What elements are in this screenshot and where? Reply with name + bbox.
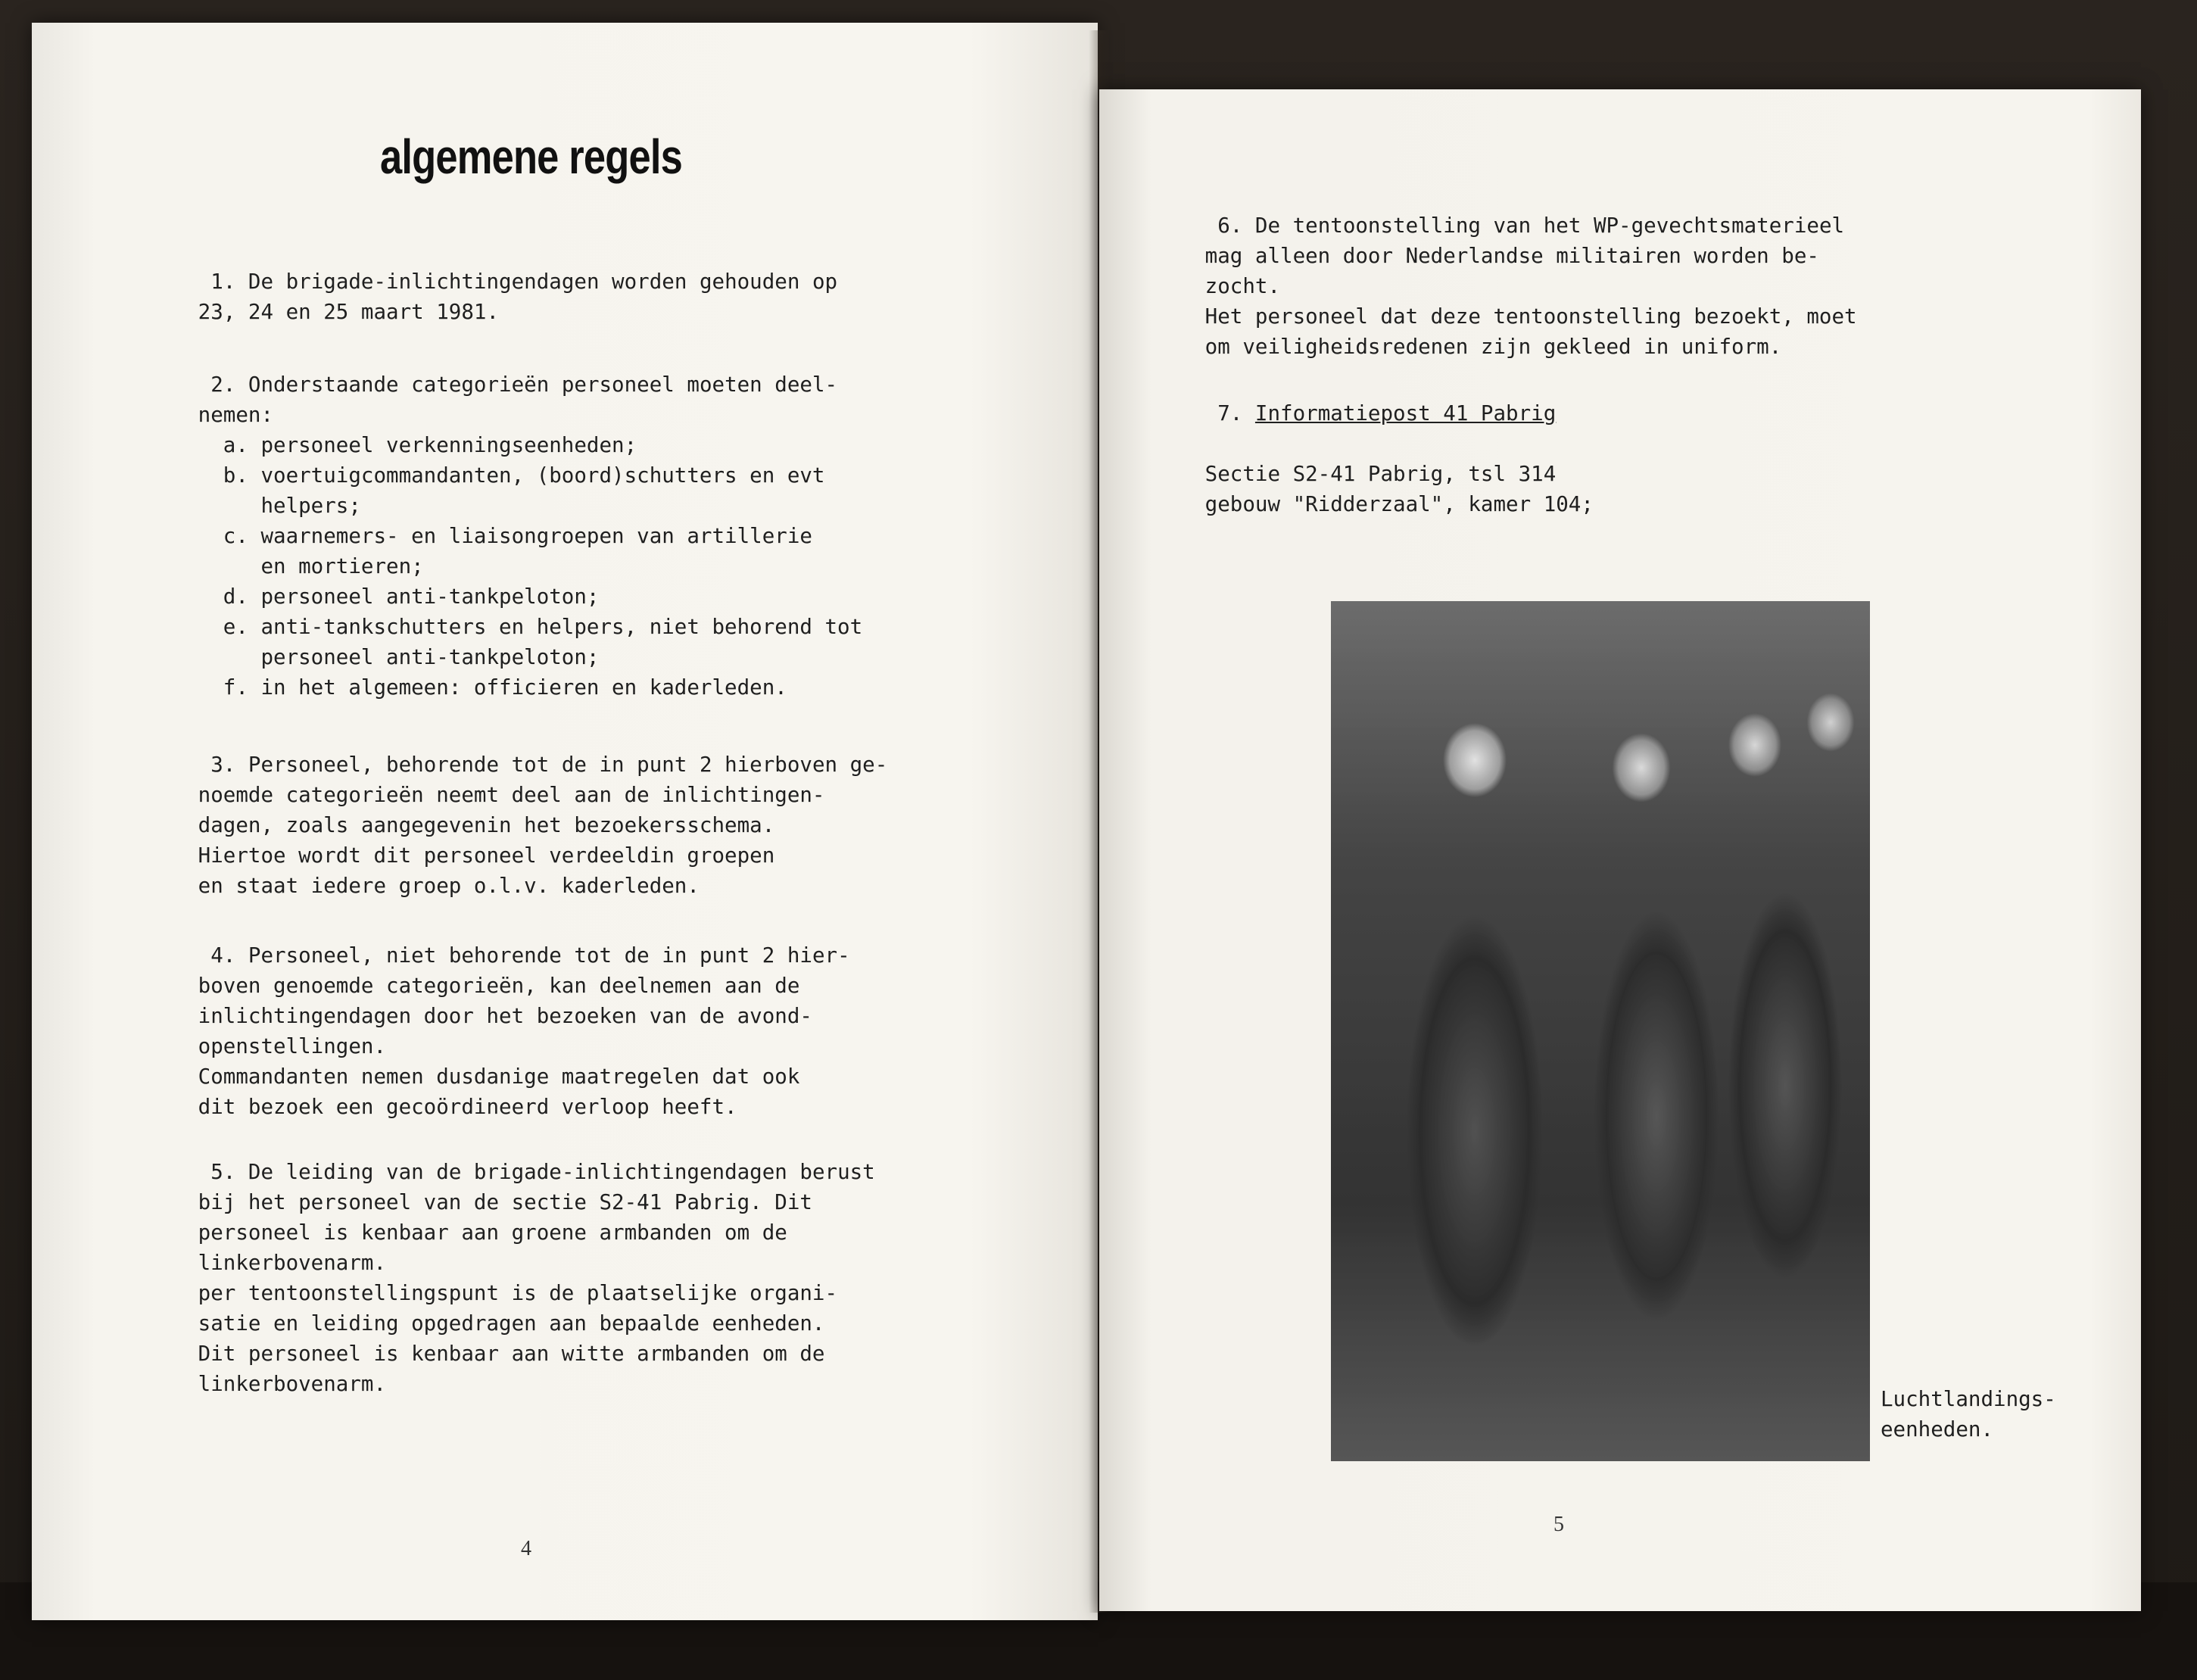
- rule-number: 5.: [210, 1160, 236, 1184]
- rule-item-6: [1167, 180, 1857, 392]
- right-page: [1099, 89, 2141, 1611]
- rule-number: 3.: [210, 753, 236, 777]
- rule-number: 1.: [210, 270, 236, 294]
- photo-caption: Luchtlandings- eenheden.: [1881, 1387, 2056, 1442]
- paratroopers-photo: [1331, 601, 1870, 1461]
- rule-text: Sectie S2-41 Pabrig, tsl 314 gebouw "Ridderzaal", kamer 104;: [1204, 462, 1594, 516]
- rule-number: 6.: [1217, 214, 1243, 238]
- rule-item-4: [160, 910, 850, 1152]
- rule-item-2: [160, 339, 862, 733]
- rule-number: 2.: [210, 372, 236, 397]
- rule-item-7: [1167, 368, 1594, 580]
- rule-text: Personeel, behorende tot de in punt 2 hierboven ge- noemde categorieën neemt deel aan de inlichtingen- dagen, zoals aangegevenin het bezoekersschema. Hiertoe wordt dit personeel verdeeldin groepen en staat iedere groep o.l.v. kaderleden.: [198, 753, 888, 898]
- rule-text: Onderstaande categorieën personeel moeten deel- nemen: a. personeel verkenningseenheden; b. voertuigcommandanten, (boord)schutters en evt helpers; c. waarnemers- en liaisongroepen van artillerie en mortieren; d. personeel anti-tankpeloton; e. anti-tankschutters en helpers, niet behorend tot personeel anti-tankpeloton; f. in het algemeen: officieren en kaderleden.: [198, 372, 863, 700]
- rule-text: Personeel, niet behorende tot de in punt 2 hier- boven genoemde categorieën, kan deelnemen aan de inlichtingendagen door het bezoeken van de avond- openstellingen. Commandanten nemen dusdanige maatregelen dat ook dit bezoek een gecoördineerd verloop heeft.: [198, 943, 850, 1119]
- page-number: 4: [521, 1537, 531, 1560]
- rule-title: Informatiepost 41 Pabrig: [1254, 401, 1557, 425]
- page-heading: algemene regels: [380, 129, 683, 184]
- rule-item-5: [160, 1127, 875, 1429]
- left-page: [32, 23, 1098, 1620]
- rule-item-3: [160, 719, 887, 931]
- rule-text: De leiding van de brigade-inlichtingendagen berust bij het personeel van de sectie S2-41 Pabrig. Dit personeel is kenbaar aan groene armbanden om de linkerbovenarm. per tentoonstellingspunt is de plaatselijke organi- satie en leiding opgedragen aan bepaalde eenheden. Dit personeel is kenbaar aan witte armbanden om de linkerbovenarm.: [198, 1160, 875, 1396]
- page-number: 5: [1553, 1513, 1564, 1536]
- rule-number: 4.: [210, 943, 236, 968]
- rule-text: De tentoonstelling van het WP-gevechtsmaterieel mag alleen door Nederlandse militairen worden be- zocht. Het personeel dat deze tentoonstelling bezoekt, moet om veiligheidsredenen zijn gekleed in uniform.: [1204, 214, 1857, 359]
- rule-text: De brigade-inlichtingendagen worden gehouden op 23, 24 en 25 maart 1981.: [198, 270, 838, 324]
- rule-number: 7.: [1217, 401, 1243, 425]
